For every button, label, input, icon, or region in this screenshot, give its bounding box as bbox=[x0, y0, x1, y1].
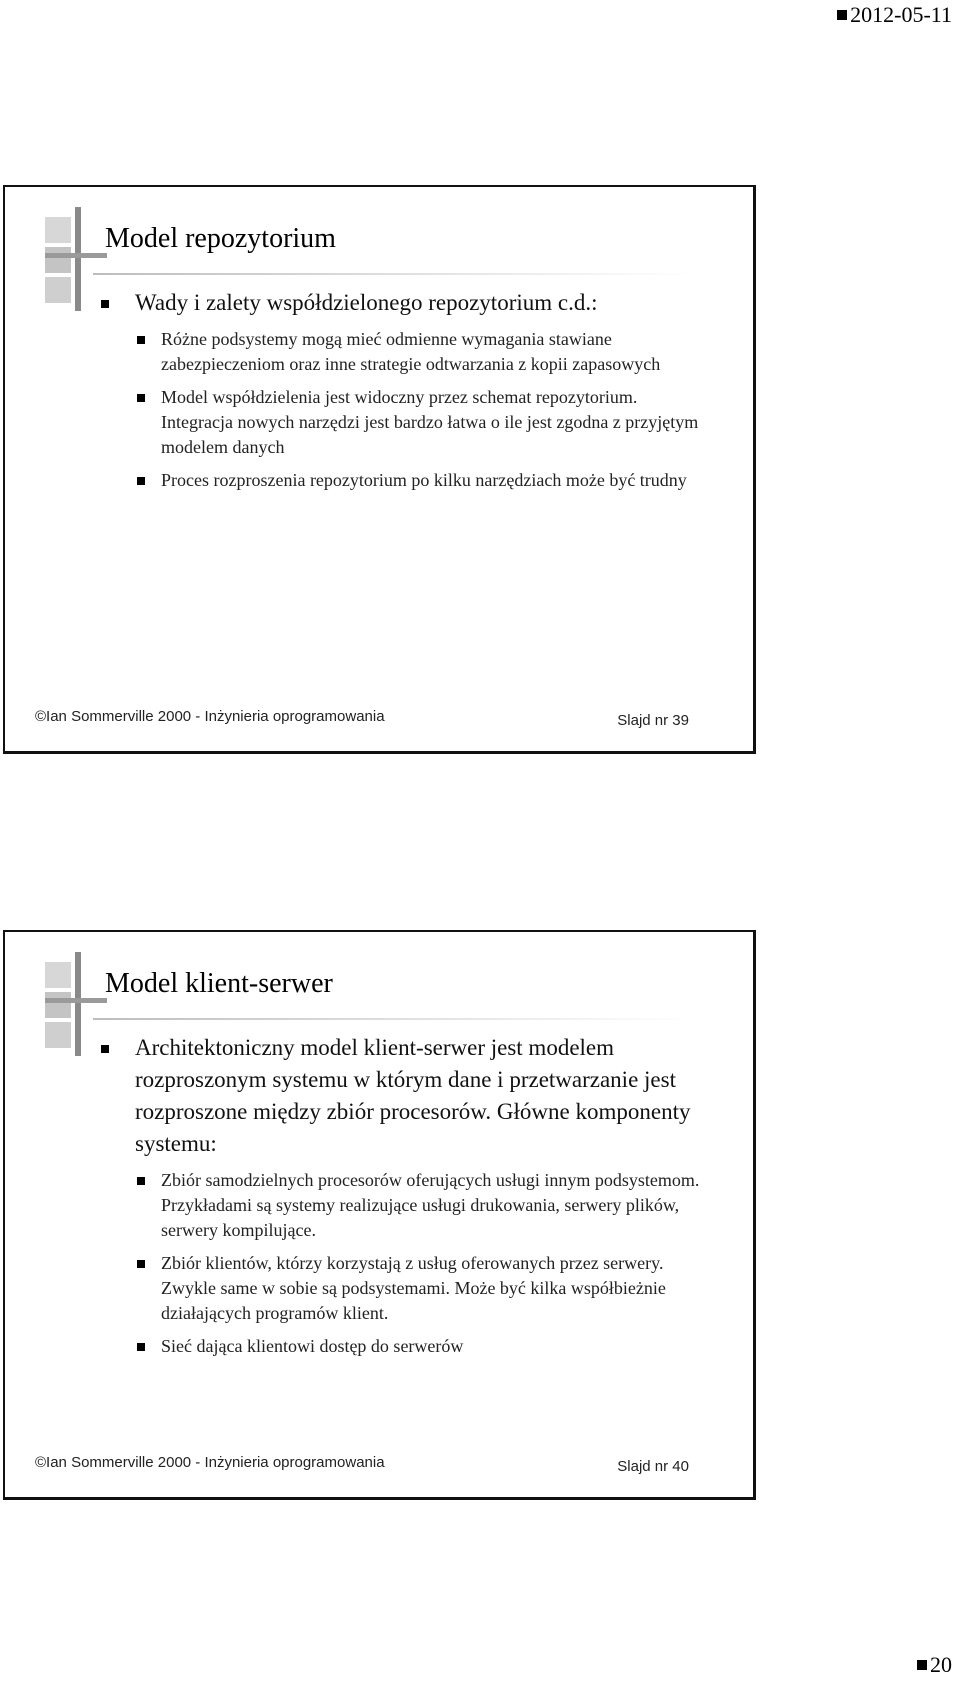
page-number-text: 20 bbox=[930, 1652, 952, 1677]
slide-footer-copyright: ©Ian Sommerville 2000 - Inżynieria oprogramowania bbox=[35, 1454, 385, 1471]
slide-footer-copyright: ©Ian Sommerville 2000 - Inżynieria oprogramowania bbox=[35, 708, 385, 725]
sub-bullet-item bbox=[101, 1168, 703, 1243]
square-bullet-icon bbox=[137, 1260, 145, 1268]
bullet-square-icon bbox=[917, 1660, 927, 1670]
slide-39 bbox=[3, 185, 756, 754]
title-divider bbox=[93, 273, 693, 275]
square-bullet-icon bbox=[137, 477, 145, 485]
bullet-text: Model współdzielenia jest widoczny przez schemat repozytorium. Integracja nowych narzędzi jest bardzo łatwa o ile jest zgodna z przyjętym modelem danych bbox=[161, 387, 699, 457]
page-date-text: 2012-05-11 bbox=[850, 2, 952, 27]
sub-bullet-item bbox=[101, 385, 703, 460]
sub-bullet-item bbox=[101, 1334, 703, 1359]
bullet-list bbox=[101, 287, 703, 501]
square-bullet-icon bbox=[101, 300, 109, 308]
square-bullet-icon bbox=[137, 394, 145, 402]
slide-number-label: Slajd nr 40 bbox=[617, 1458, 689, 1475]
bullet-text: Wady i zalety współdzielonego repozytorium c.d.: bbox=[135, 290, 598, 315]
square-bullet-icon bbox=[137, 1177, 145, 1185]
bullet-text: Proces rozproszenia repozytorium po kilku narzędziach może być trudny bbox=[161, 470, 687, 490]
square-bullet-icon bbox=[137, 336, 145, 344]
bullet-list bbox=[101, 1032, 703, 1367]
bullet-text: Zbiór samodzielnych procesorów oferujących usługi innym podsystemom. Przykładami są systemy realizujące usługi drukowania, serwery plików, serwery kompilujące. bbox=[161, 1170, 700, 1240]
title-divider bbox=[93, 1018, 693, 1020]
bullet-item bbox=[101, 1032, 703, 1160]
page-number bbox=[917, 1652, 952, 1678]
bullet-text: Zbiór klientów, którzy korzystają z usług oferowanych przez serwery. Zwykle same w sobie są podsystemami. Może być kilka współbieżnie działających programów klient. bbox=[161, 1253, 666, 1323]
bullet-text: Różne podsystemy mogą mieć odmienne wymagania stawiane zabezpieczeniom oraz inne strategie odtwarzania z kopii zapasowych bbox=[161, 329, 661, 374]
square-bullet-icon bbox=[137, 1343, 145, 1351]
bullet-square-icon bbox=[837, 10, 847, 20]
sub-bullet-item bbox=[101, 1251, 703, 1326]
bullet-text: Sieć dająca klientowi dostęp do serwerów bbox=[161, 1336, 464, 1356]
bullet-text: Architektoniczny model klient-serwer jest modelem rozproszonym systemu w którym dane i przetwarzanie jest rozproszone między zbiór procesorów. Główne komponenty systemu: bbox=[135, 1035, 691, 1156]
slide-number-label: Slajd nr 39 bbox=[617, 712, 689, 729]
slide-title: Model klient-serwer bbox=[105, 968, 333, 999]
square-bullet-icon bbox=[101, 1045, 109, 1053]
sub-bullet-item bbox=[101, 468, 703, 493]
slide-title: Model repozytorium bbox=[105, 223, 336, 254]
page-date bbox=[837, 2, 952, 28]
bullet-item bbox=[101, 287, 703, 319]
sub-bullet-item bbox=[101, 327, 703, 377]
slide-40 bbox=[3, 930, 756, 1500]
